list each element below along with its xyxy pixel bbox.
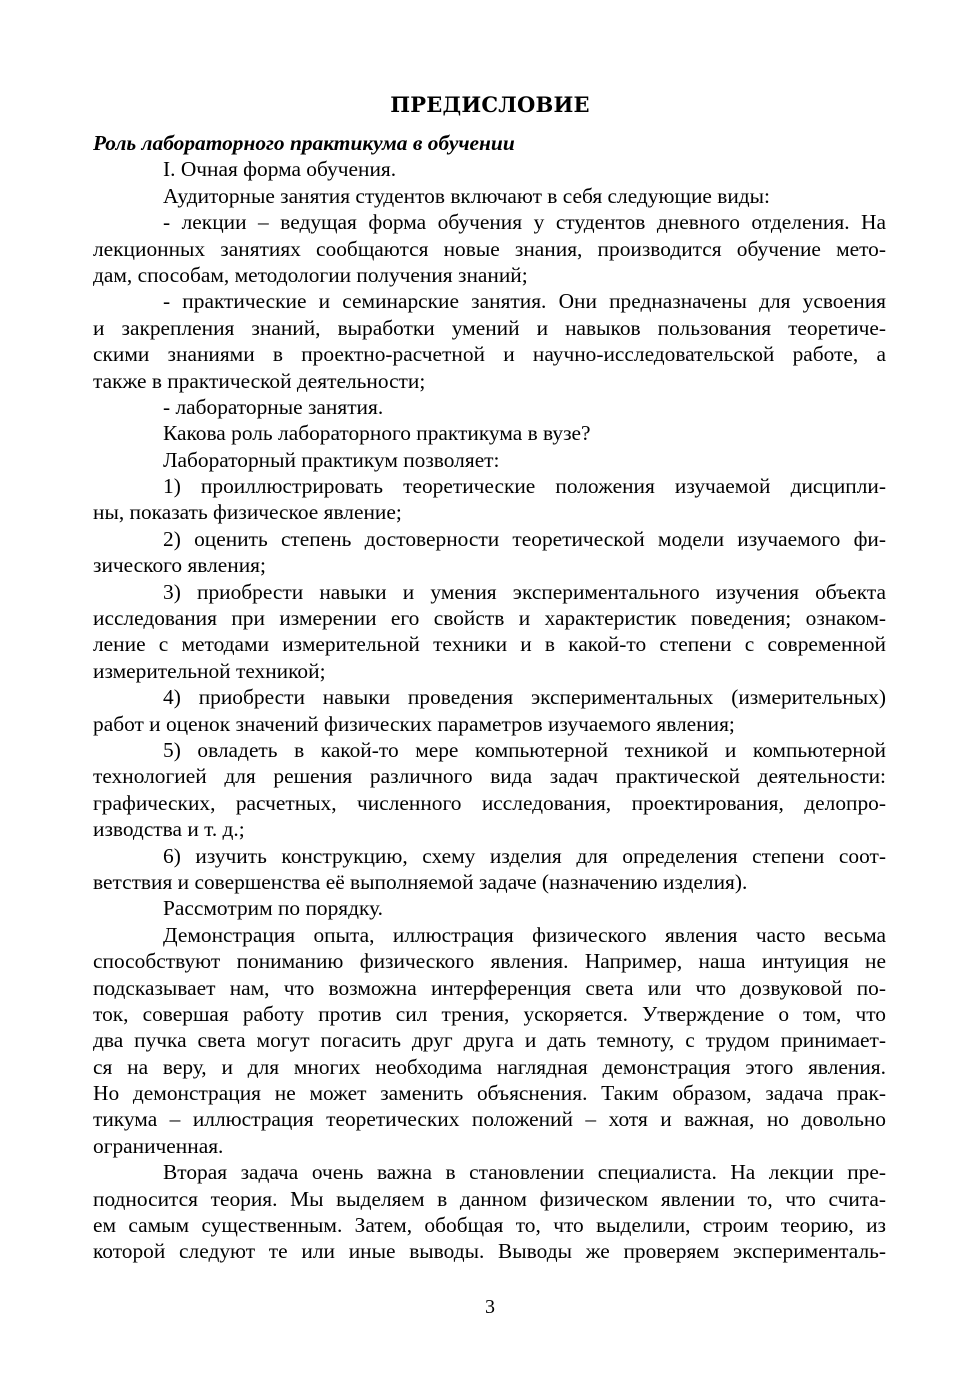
text-line: которой следуют те или иные выводы. Выводы же проверяем эксперименталь- <box>93 1239 886 1264</box>
text-line: Демонстрация опыта, иллюстрация физического явления часто весьма <box>163 922 886 947</box>
text-line: ограниченная. <box>93 1133 224 1158</box>
text-line: - практические и семинарские занятия. Они предназначены для усвоения <box>163 289 886 314</box>
text-line: два пучка света могут погасить друг друга и дать темноту, с трудом принимает- <box>93 1028 886 1053</box>
text-line: 3) приобрести навыки и умения экспериментального изучения объекта <box>163 579 886 604</box>
text-line: ны, показать физическое явление; <box>93 500 402 525</box>
text-line: 5) овладеть в какой-то мере компьютерной техникой и компьютерной <box>163 737 886 762</box>
text-line: исследования при измерении его свойств и характеристик поведения; ознаком- <box>93 606 886 631</box>
text-line: - лекции – ведущая форма обучения у студентов дневного отделения. На <box>163 210 886 235</box>
text-line: графических, расчетных, численного исследования, проектирования, делопро- <box>93 790 886 815</box>
text-line: ся на веру, и для многих необходима наглядная демонстрация этого явления. <box>93 1054 886 1079</box>
text-line: тикума – иллюстрация теоретических положений – хотя и важная, но довольно <box>93 1107 886 1132</box>
text-line: подсказывает нам, что возможна интерференция света или что дозвуковой по- <box>93 975 886 1000</box>
section-heading: Роль лабораторного практикума в обучении <box>93 131 515 155</box>
text-line: 2) оценить степень достоверности теоретической модели изучаемого фи- <box>163 526 886 551</box>
page-number: 3 <box>485 1296 495 1318</box>
text-line: Лабораторный практикум позволяет: <box>163 447 500 472</box>
text-line: 4) приобрести навыки проведения экспериментальных (измерительных) <box>163 685 886 710</box>
text-line: способствуют пониманию физического явления. Например, наша интуиция не <box>93 949 886 974</box>
text-line: Но демонстрация не может заменить объяснения. Таким образом, задача прак- <box>93 1081 886 1106</box>
text-line: Вторая задача очень важна в становлении специалиста. На лекции пре- <box>163 1160 886 1185</box>
text-line: измерительной техникой; <box>93 658 326 683</box>
text-line: скими знаниями в проектно-расчетной и научно-исследовательской работе, а <box>93 342 886 367</box>
page-title: ПРЕДИСЛОВИЕ <box>390 92 590 117</box>
text-line: 6) изучить конструкцию, схему изделия для определения степени соот- <box>163 843 886 868</box>
text-line: ем самым существенным. Затем, обобщая то, что выделили, строим теорию, из <box>93 1213 886 1238</box>
text-line: работ и оценок значений физических параметров изучаемого явления; <box>93 711 735 736</box>
text-line: также в практической деятельности; <box>93 368 426 393</box>
text-line: Какова роль лабораторного практикума в вузе? <box>163 421 591 446</box>
text-line: - лабораторные занятия. <box>163 394 384 419</box>
text-line: ток, совершая работу против сил трения, ускоряется. Утверждение о том, что <box>93 1001 886 1026</box>
text-line: ветствия и совершенства её выполняемой задаче (назначению изделия). <box>93 869 748 894</box>
text-line: 1) проиллюстрировать теоретические положения изучаемой дисципли- <box>163 474 886 499</box>
text-line: изводства и т. д.; <box>93 817 245 842</box>
document-body <box>93 130 886 1265</box>
text-line: лекционных занятиях сообщаются новые знания, производится обучение мето- <box>93 236 886 261</box>
text-line: ление с методами измерительной техники и в какой-то степени с современной <box>93 632 886 657</box>
text-line: дам, способам, методологии получения знаний; <box>93 262 528 287</box>
text-line: подносится теория. Мы выделяем в данном физическом явлении то, что счита- <box>93 1186 886 1211</box>
text-line: технологией для решения различного вида задач практической деятельности: <box>93 764 886 789</box>
text-line: Аудиторные занятия студентов включают в себя следующие виды: <box>163 183 770 208</box>
text-line: зического явления; <box>93 553 266 578</box>
text-line: и закрепления знаний, выработки умений и навыков пользования теоретиче- <box>93 315 886 340</box>
text-line: Рассмотрим по порядку. <box>163 896 384 921</box>
text-line: I. Очная форма обучения. <box>163 157 397 182</box>
